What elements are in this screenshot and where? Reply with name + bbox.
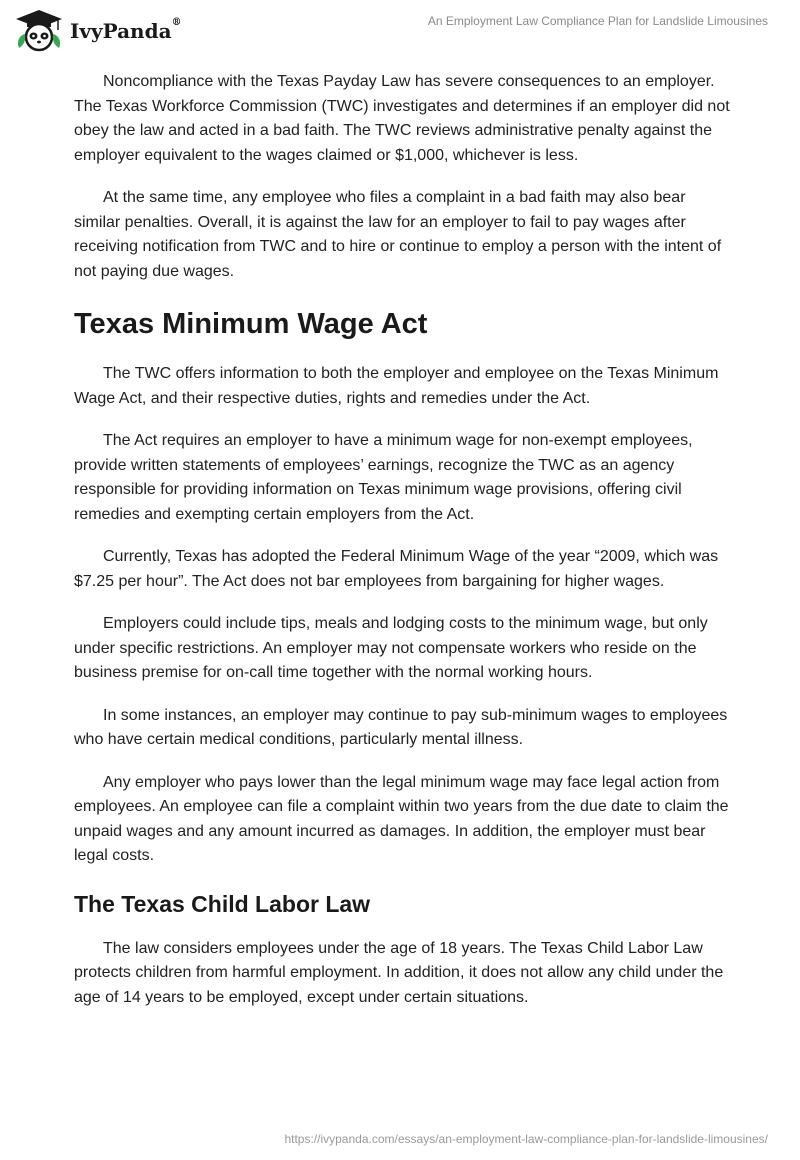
paragraph: The law considers employees under the age of 18 years. The Texas Child Labor Law protects children from harmful employment. In addition, it does not allow any child under the age of 14 years to be employed, except under certain situations.	[74, 939, 724, 1006]
logo-text: IvyPanda	[70, 19, 172, 43]
page-header	[0, 0, 800, 60]
document-title: An Employment Law Compliance Plan for Landslide Limousines	[427, 14, 768, 28]
section-heading-minimum-wage: Texas Minimum Wage Act	[74, 308, 428, 340]
panda-logo-icon	[14, 8, 64, 54]
paragraph: In some instances, an employer may continue to pay sub-minimum wages to employees who have certain medical conditions, particularly mental illness.	[74, 706, 728, 748]
paragraph: Any employer who pays lower than the legal minimum wage may face legal action from employees. An employee can file a complaint within two years from the due date to claim the unpaid wages and any amount incurred as damages. In addition, the employer must bear legal costs.	[74, 773, 729, 864]
paragraph: Currently, Texas has adopted the Federal Minimum Wage of the year “2009, which was $7.25 per hour”. The Act does not bar employees from bargaining for higher wages.	[74, 548, 719, 590]
section-heading-child-labor: The Texas Child Labor Law	[74, 890, 371, 917]
ivypanda-logo[interactable]	[14, 8, 182, 54]
registered-mark: ®	[171, 17, 182, 28]
logo-wordmark	[70, 19, 182, 43]
paragraph: Noncompliance with the Texas Payday Law has severe consequences to an employer. The Texas Workforce Commission (TWC) investigates and determines if an employer did not obey the law and acted in a bad faith. The TWC reviews administrative penalty against the employer equivalent to the wages claimed or $1,000, whichever is less.	[74, 73, 730, 164]
paragraph: The TWC offers information to both the employer and employee on the Texas Minimum Wage Act, and their respective duties, rights and remedies under the Act.	[74, 365, 719, 407]
paragraph: The Act requires an employer to have a minimum wage for non-exempt employees, provide written statements of employees’ earnings, recognize the TWC as an agency responsible for providing information on Texas minimum wage provisions, offering civil remedies and exempting certain employers from the Act.	[74, 432, 693, 523]
source-url[interactable]: https://ivypanda.com/essays/an-employment-law-compliance-plan-for-landslide-limousines/	[284, 1132, 768, 1146]
essay-body	[74, 70, 734, 1028]
paragraph: At the same time, any employee who files a complaint in a bad faith may also bear similar penalties. Overall, it is against the law for an employer to fail to pay wages after receiving notification from TWC and to hire or continue to employ a person with the intent of not paying due wages.	[74, 189, 722, 280]
paragraph: Employers could include tips, meals and lodging costs to the minimum wage, but only under specific restrictions. An employer may not compensate workers who reside on the business premise for on-call time together with the normal working hours.	[74, 615, 708, 681]
